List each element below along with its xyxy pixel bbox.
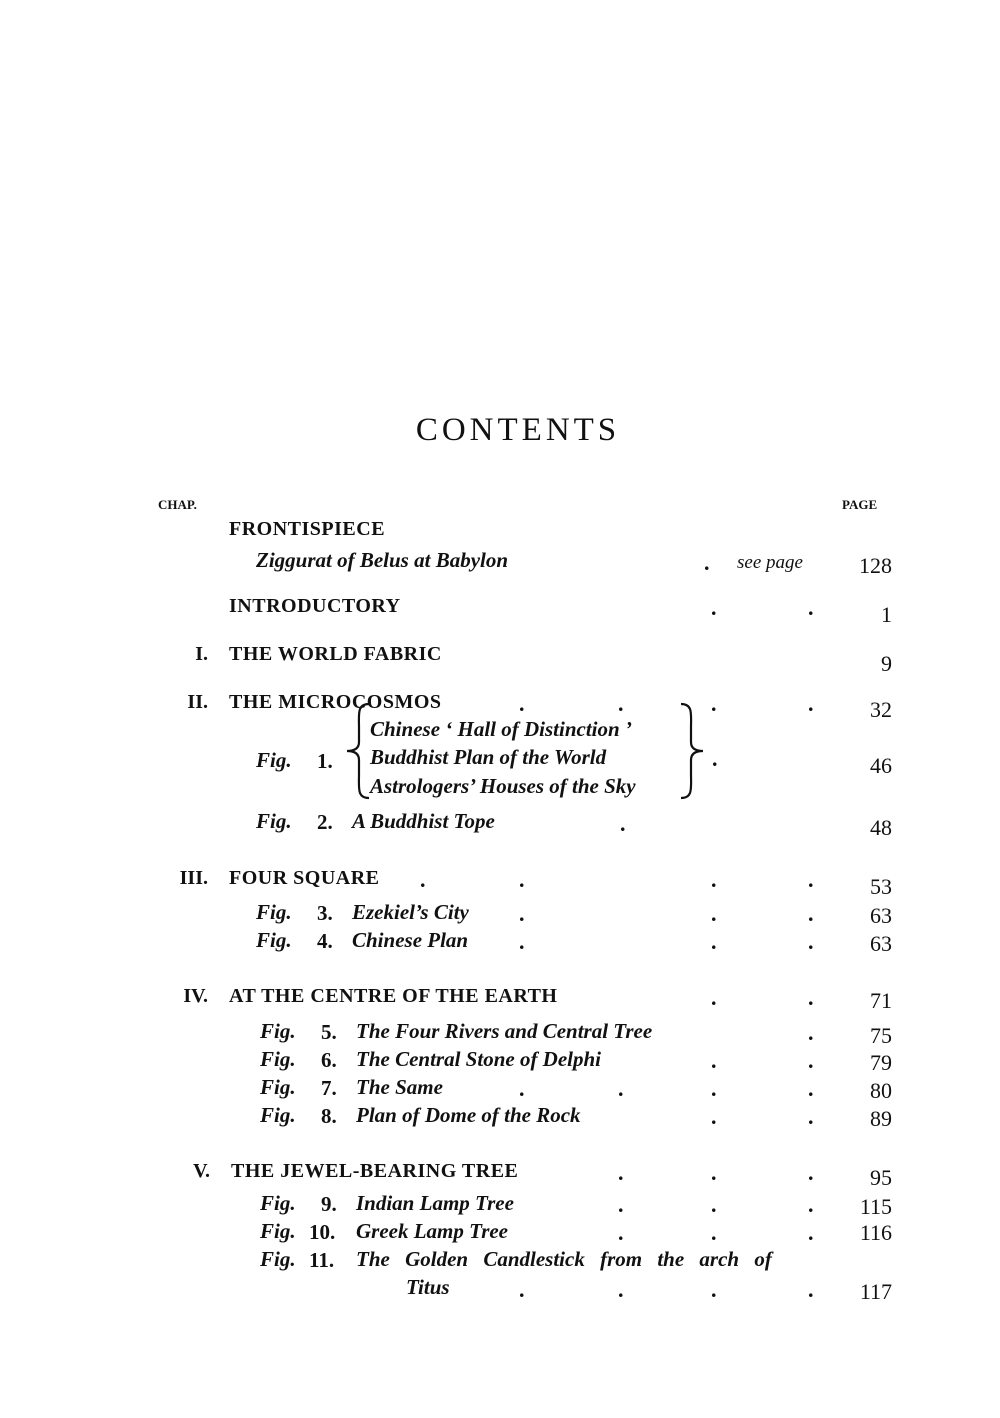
- figure-page: 116: [859, 1220, 892, 1245]
- figure-page: 46: [870, 753, 892, 778]
- fig1-line-1: Chinese ‘ Hall of Distinction ’: [370, 717, 632, 741]
- chapter-title: FOUR SQUARE: [229, 867, 380, 889]
- chapter-title: AT THE CENTRE OF THE EARTH: [229, 985, 558, 1007]
- fig-number: 4.: [317, 929, 333, 953]
- leader-dot: .: [711, 1104, 717, 1129]
- fig-number: 6.: [321, 1048, 337, 1072]
- figure-page: 48: [870, 815, 892, 840]
- leader-dot: .: [808, 1192, 814, 1217]
- leader-dot: .: [711, 1076, 717, 1101]
- leader-dot: .: [808, 929, 814, 954]
- leader-dot: .: [704, 550, 710, 575]
- leader-dot: .: [711, 1192, 717, 1217]
- right-brace: [677, 700, 707, 802]
- fig-number: 1.: [317, 749, 333, 773]
- fig-number: 11.: [309, 1248, 335, 1272]
- leader-dot: .: [519, 867, 525, 892]
- leader-dot: .: [808, 985, 814, 1010]
- fig-label: Fig.: [260, 1191, 296, 1215]
- leader-dot: .: [711, 595, 717, 620]
- chapter-title: THE WORLD FABRIC: [229, 643, 442, 665]
- leader-dot: .: [711, 1160, 717, 1185]
- leader-dot: .: [711, 1048, 717, 1073]
- leader-dot: .: [808, 1220, 814, 1245]
- figure-page: 79: [870, 1050, 892, 1075]
- fig-label: Fig.: [256, 748, 292, 772]
- figure-title-continued: Titus: [406, 1275, 450, 1299]
- figure-title: The Same: [356, 1075, 443, 1099]
- leader-dot: .: [808, 1076, 814, 1101]
- leader-dot: .: [808, 1160, 814, 1185]
- leader-dot: .: [620, 811, 626, 836]
- fig-number: 10.: [309, 1220, 336, 1244]
- fig-label: Fig.: [256, 928, 292, 952]
- leader-dot: .: [712, 746, 718, 771]
- left-brace: [343, 700, 373, 802]
- chapter-page: 95: [870, 1165, 892, 1190]
- leader-dot: .: [420, 867, 426, 892]
- chapter-number: V.: [193, 1160, 210, 1182]
- figure-title: The Four Rivers and Central Tree: [356, 1019, 653, 1043]
- leader-dot: .: [618, 691, 624, 716]
- fig-label: Fig.: [256, 809, 292, 833]
- fig-label: Fig.: [260, 1075, 296, 1099]
- leader-dot: .: [808, 1048, 814, 1073]
- chapter-number: IV.: [183, 985, 208, 1007]
- figure-page: 75: [870, 1023, 892, 1048]
- figure-title: Greek Lamp Tree: [356, 1219, 509, 1243]
- figure-title: Indian Lamp Tree: [356, 1191, 514, 1215]
- page-title: CONTENTS: [415, 412, 621, 448]
- chapter-number: III.: [179, 867, 208, 889]
- chapter-page: 53: [870, 874, 892, 899]
- introductory-label: INTRODUCTORY: [229, 595, 401, 617]
- leader-dot: .: [618, 1192, 624, 1217]
- frontispiece-page: 128: [859, 553, 892, 578]
- leader-dot: .: [711, 691, 717, 716]
- leader-dot: .: [519, 691, 525, 716]
- fig-number: 7.: [321, 1076, 337, 1100]
- chapter-page: 32: [870, 697, 892, 722]
- figure-page: 117: [859, 1279, 892, 1304]
- chap-column-header: CHAP.: [158, 497, 197, 512]
- fig-number: 3.: [317, 901, 333, 925]
- fig-number: 5.: [321, 1020, 337, 1044]
- leader-dot: .: [618, 1076, 624, 1101]
- chapter-title: THE MICROCOSMOS: [229, 691, 442, 713]
- leader-dot: .: [711, 929, 717, 954]
- leader-dot: .: [711, 867, 717, 892]
- fig1-line-3: Astrologers’ Houses of the Sky: [370, 774, 636, 798]
- fig-label: Fig.: [260, 1047, 296, 1071]
- leader-dot: .: [618, 1220, 624, 1245]
- chapter-title: THE JEWEL-BEARING TREE: [231, 1160, 519, 1182]
- fig-number: 8.: [321, 1104, 337, 1128]
- leader-dot: .: [711, 1220, 717, 1245]
- leader-dot: .: [618, 1277, 624, 1302]
- fig-label: Fig.: [260, 1247, 296, 1271]
- fig-label: Fig.: [256, 900, 292, 924]
- page-column-header: PAGE: [842, 497, 878, 512]
- leader-dot: .: [519, 1076, 525, 1101]
- leader-dot: .: [618, 1160, 624, 1185]
- fig-label: Fig.: [260, 1103, 296, 1127]
- leader-dot: .: [711, 1277, 717, 1302]
- leader-dot: .: [711, 901, 717, 926]
- figure-page: 115: [859, 1194, 892, 1219]
- leader-dot: .: [711, 985, 717, 1010]
- see-page-note: see page: [737, 552, 803, 573]
- chapter-page: 9: [881, 651, 892, 676]
- leader-dot: .: [808, 1104, 814, 1129]
- fig1-line-2: Buddhist Plan of the World: [370, 745, 607, 769]
- leader-dot: .: [808, 1020, 814, 1045]
- figure-title: Plan of Dome of the Rock: [356, 1103, 581, 1127]
- figure-page: 63: [870, 931, 892, 956]
- leader-dot: .: [808, 867, 814, 892]
- fig-label: Fig.: [260, 1019, 296, 1043]
- figure-title: The Golden Candlestick from the arch of: [356, 1247, 772, 1271]
- fig-number: 9.: [321, 1192, 337, 1216]
- leader-dot: .: [808, 691, 814, 716]
- leader-dot: .: [808, 1277, 814, 1302]
- chapter-number: I.: [195, 643, 208, 665]
- figure-title: A Buddhist Tope: [352, 809, 495, 833]
- chapter-page: 71: [870, 988, 892, 1013]
- chapter-number: II.: [187, 691, 208, 713]
- frontispiece-caption: Ziggurat of Belus at Babylon: [256, 548, 509, 572]
- leader-dot: .: [808, 595, 814, 620]
- figure-title: The Central Stone of Delphi: [356, 1047, 602, 1071]
- leader-dot: .: [519, 901, 525, 926]
- figure-page: 80: [870, 1078, 892, 1103]
- figure-title: Chinese Plan: [352, 928, 469, 952]
- introductory-page: 1: [881, 602, 892, 627]
- figure-page: 89: [870, 1106, 892, 1131]
- leader-dot: .: [519, 929, 525, 954]
- leader-dot: .: [808, 901, 814, 926]
- fig-number: 2.: [317, 810, 333, 834]
- figure-title: Ezekiel’s City: [352, 900, 469, 924]
- fig-label: Fig.: [260, 1219, 296, 1243]
- figure-page: 63: [870, 903, 892, 928]
- frontispiece-label: FRONTISPIECE: [229, 518, 386, 540]
- leader-dot: .: [519, 1277, 525, 1302]
